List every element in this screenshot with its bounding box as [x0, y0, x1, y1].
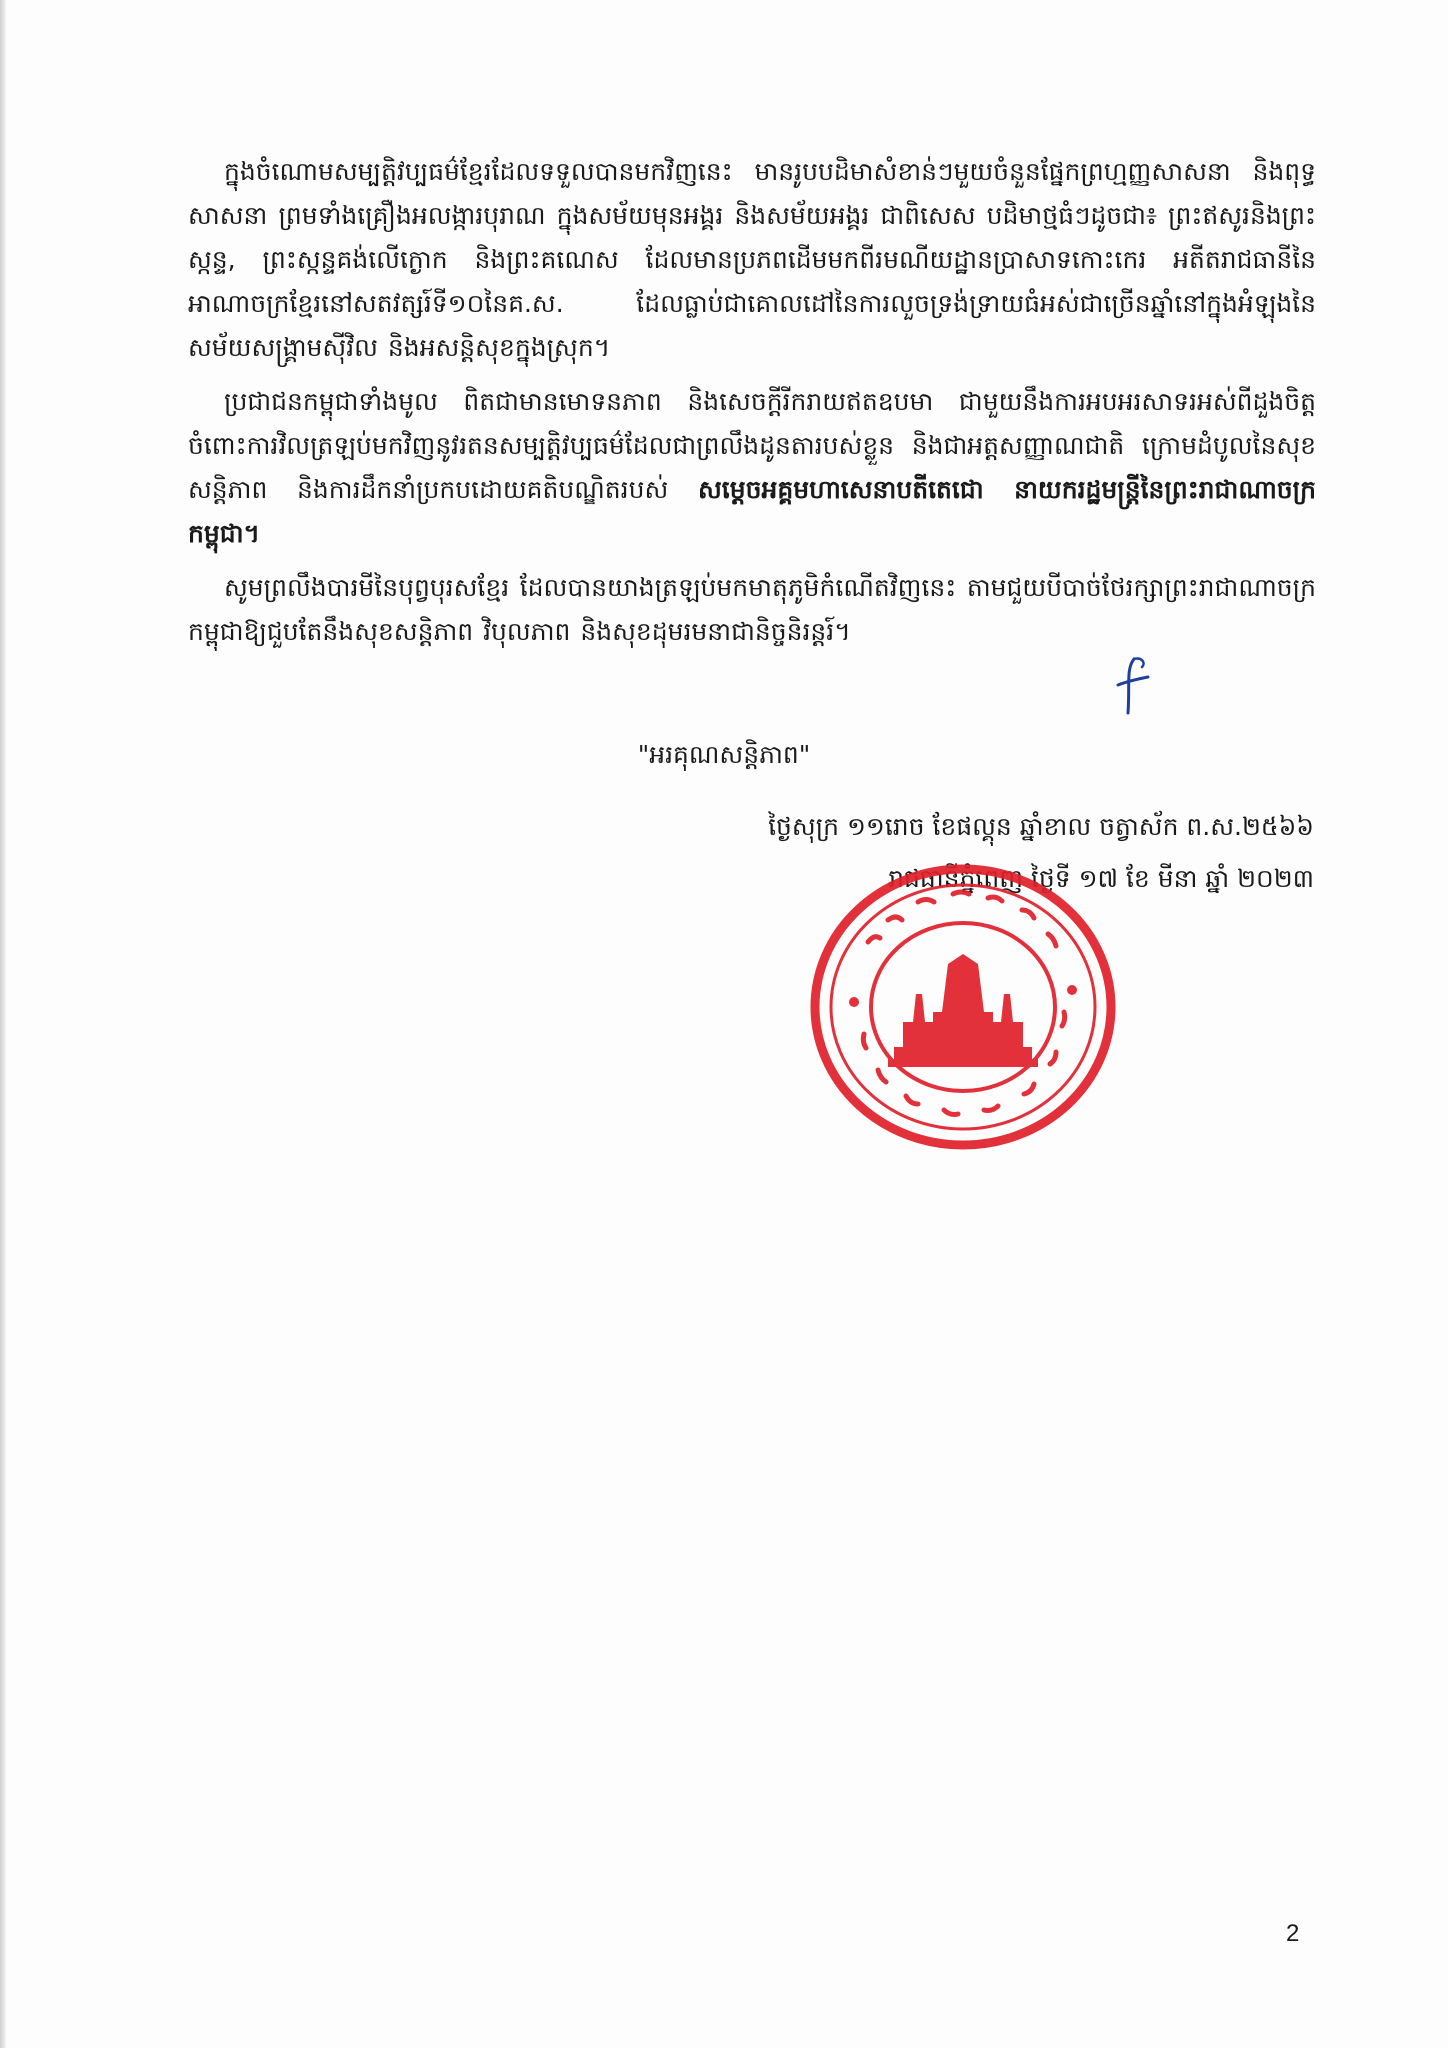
date-lunar: ថ្ងៃសុក្រ ១១រោច ខែផល្គុន ឆ្នាំខាល ចត្វាស័ក ព.ស.២៥៦៦	[768, 812, 1314, 841]
paragraph-3	[188, 566, 1316, 654]
closing-phrase: "អរគុណសន្តិភាព"	[637, 740, 811, 769]
paragraph-1-text: ក្នុងចំណោមសម្បត្តិវប្បធម៌ខ្មែរដែលទទួលបានមកវិញនេះ មានរូបបដិមាសំខាន់ៗមួយចំនួនផ្នែកព្រហ្មញ្ញសាសនា និងពុទ្ធសាសនា ព្រមទាំងគ្រឿងអលង្ការបុរាណ ក្នុងសម័យមុនអង្គរ និងសម័យអង្គរ ជាពិសេស បដិមាថ្មធំៗដូចជា៖ ព្រះឥសូរនិងព្រះស្កន្ទ, ព្រះស្កន្ទគង់លើក្ងោក និងព្រះគណេស ដែលមានប្រភពដើមមកពីរមណីយដ្ឋានប្រាសាទកោះកេរ អតីតរាជធានីនៃអាណាចក្រខ្មែរនៅសតវត្សរ៍ទី១០នៃគ.ស. ដែលធ្លាប់ជាគោលដៅនៃការលួចទ្រង់ទ្រាយធំអស់ជាច្រើនឆ្នាំនៅក្នុងអំឡុងនៃសម័យសង្គ្រាមស៊ីវិល និងអសន្តិសុខក្នុងស្រុក។	[188, 157, 1316, 362]
handwritten-initial-icon	[1112, 655, 1152, 717]
paragraph-1	[188, 150, 1316, 370]
date-solar: រាជធានីភ្នំពេញ ថ្ងៃទី ១៧ ខែ មីនា ឆ្នាំ ២០២៣	[888, 864, 1314, 893]
paragraph-3-text: សូមព្រលឹងបារមីនៃបុព្វបុរសខ្មែរ ដែលបានយាងត្រឡប់មកមាតុភូមិកំណើតវិញនេះ តាមជួយបីបាច់ថែរក្សាព្រះរាជាណាចក្រកម្ពុជាឱ្យជួបតែនឹងសុខសន្តិភាព វិបុលភាព និងសុខដុមរមនាជានិច្ចនិរន្តរ៍។	[188, 573, 1316, 646]
paragraph-2-bold-title: សម្តេចអគ្គមហាសេនាបតីតេជោ នាយករដ្ឋមន្ត្រីនៃព្រះរាជាណាចក្រកម្ពុជា។	[188, 475, 1316, 548]
scan-edge	[0, 0, 6, 2048]
paragraph-2-text: ប្រជាជនកម្ពុជាទាំងមូល ពិតជាមានមោទនភាព និងសេចក្តីរីករាយឥតឧបមា ជាមួយនឹងការអបអរសាទរអស់ពីដួងចិត្ត ចំពោះការវិលត្រឡប់មកវិញនូវរតនសម្បត្តិវប្បធម៌ដែលជាព្រលឹងដូនតារបស់ខ្លួន និងជាអត្តសញ្ញាណជាតិ ក្រោមដំបូលនៃសុខសន្តិភាព និងការដឹកនាំប្រកបដោយគតិបណ្ឌិតរបស់	[188, 387, 1316, 504]
letter-body	[188, 150, 1316, 664]
paragraph-2	[188, 380, 1316, 556]
page-number: 2	[1286, 1920, 1300, 1947]
angkor-wat-seal-icon	[808, 862, 1118, 1152]
